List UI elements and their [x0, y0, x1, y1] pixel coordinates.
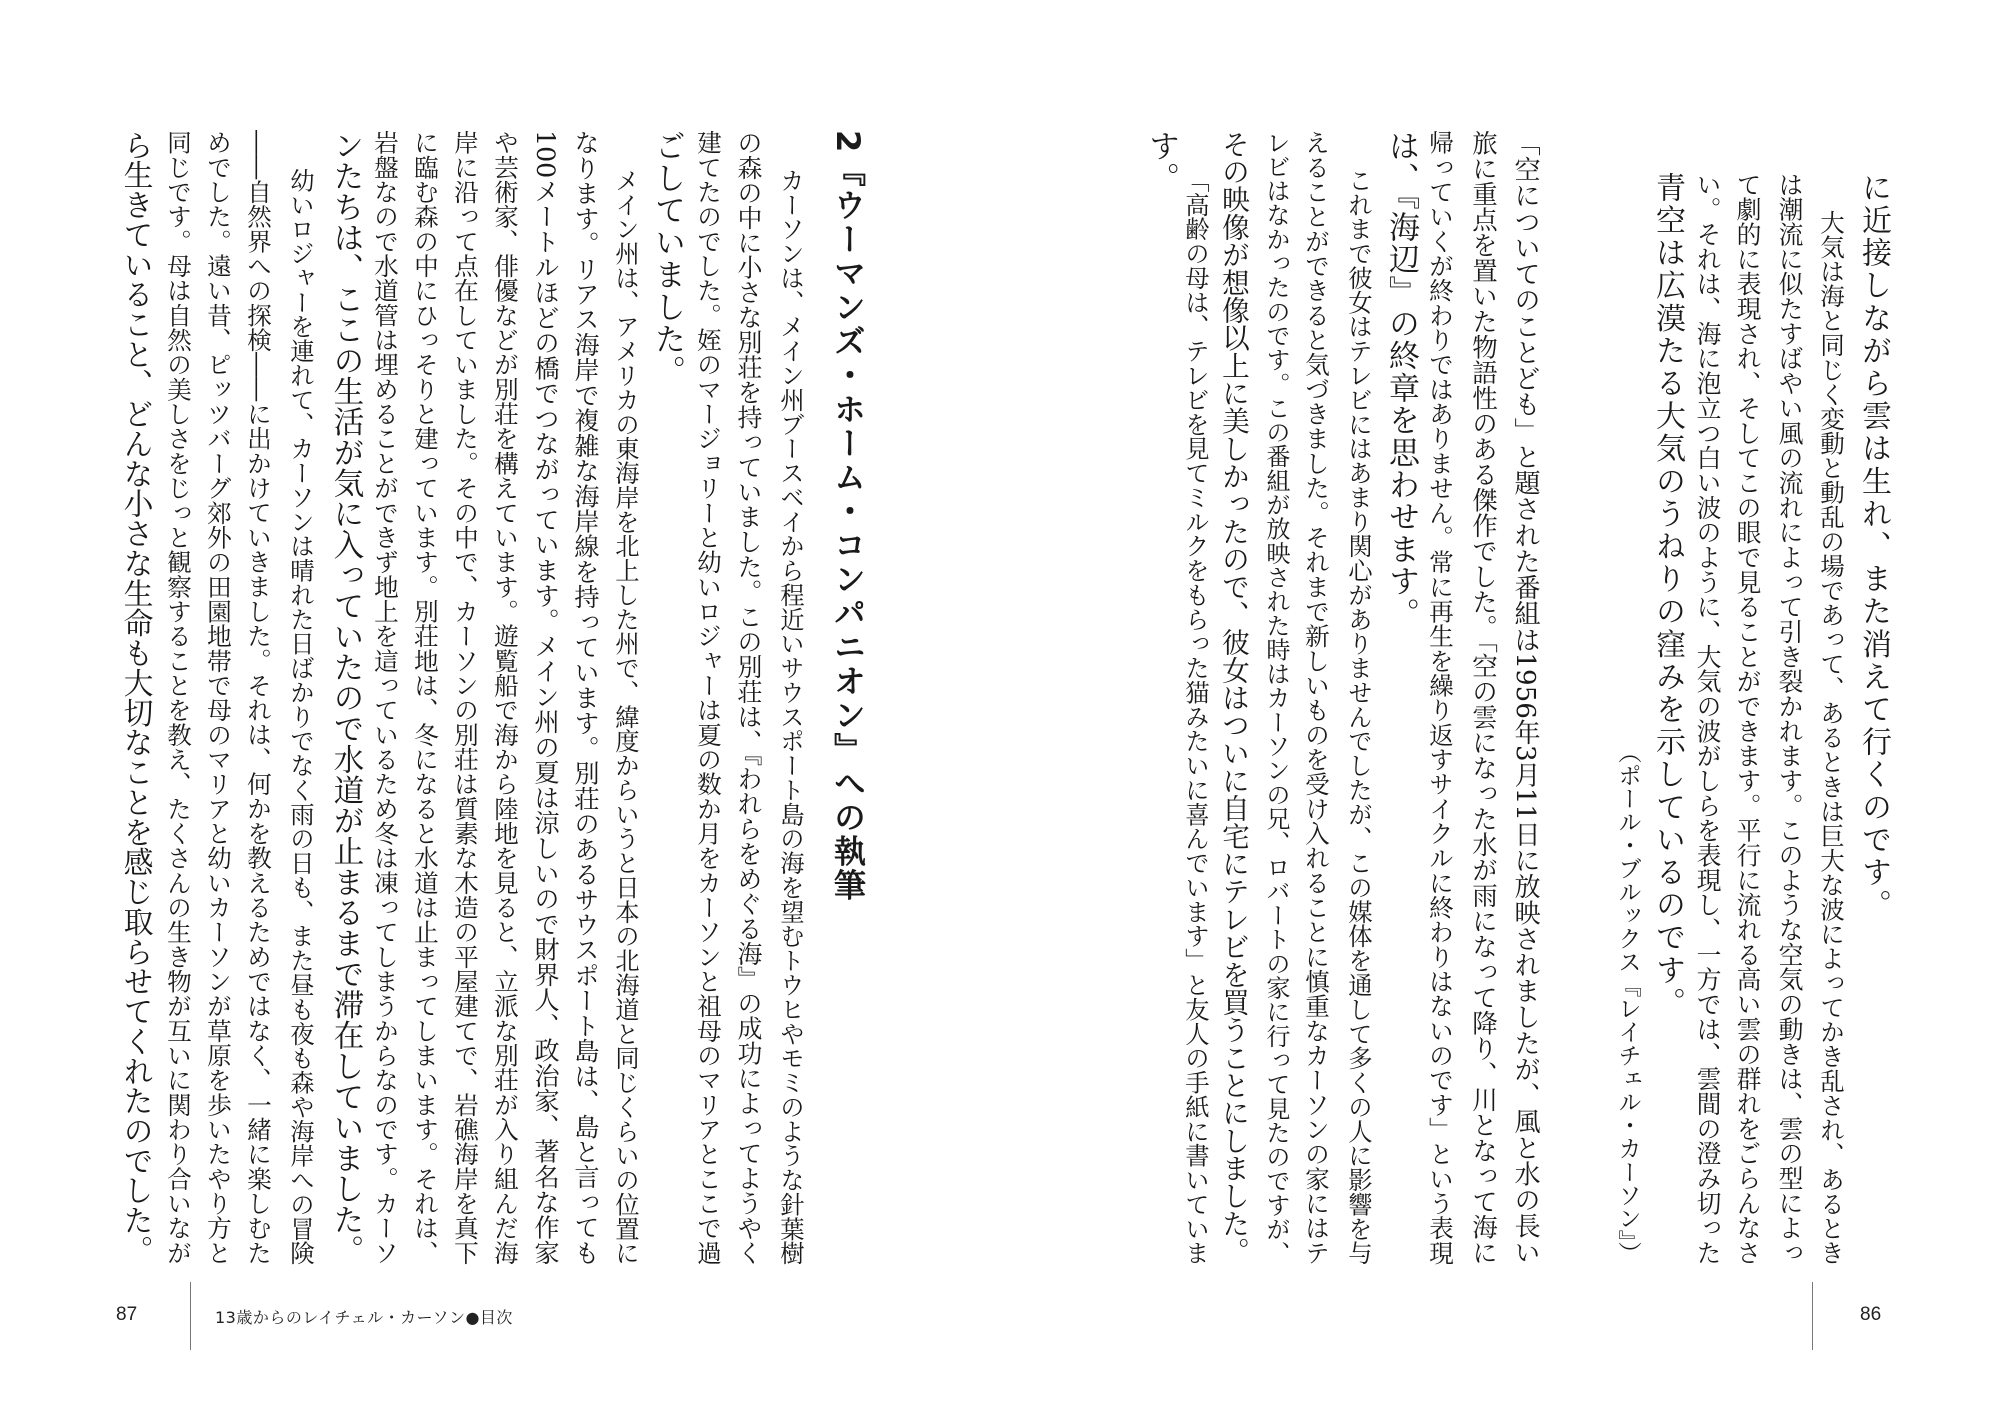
body-line: 幼いロジャーを連れて、カーソンは晴れた日ばかりでなく雨の日も、また昼も夜も森や海岸への冒険: [286, 168, 315, 1266]
quote-line: 青空は広漠たる大気のうねりの窪みを示しているのです。: [1650, 172, 1685, 1020]
quote-line: は潮流に似たすばやい風の流れによって引き裂かれます。このような空気の動きは、雲の型によっ: [1775, 172, 1804, 1265]
body-line: なります。リアス海岸で複雑な海岸線を持っています。別荘のあるサウスポート島は、島と言っても: [571, 130, 600, 1265]
body-line: 建てたのでした。姪のマージョリーと幼いロジャーは夏の数か月をカーソンと祖母のマリアとここで過: [694, 130, 723, 1265]
body-line: の森の中に小さな別荘を持っていました。この別荘は、『われらをめぐる海』の成功によってようやく: [734, 130, 763, 1266]
body-line: は、『海辺』の終章を思わせます。: [1383, 130, 1419, 630]
body-line: 岩盤なので水道管は埋めることができず地上を這っているため冬は凍ってしまうからなのです。カーソ: [371, 130, 400, 1265]
body-line: レビはなかったのです。この番組が放映された時はカーソンの兄、ロバートの家に行って見たのですが、: [1262, 130, 1290, 1266]
body-line: ごしていました。: [649, 130, 685, 388]
footer-rule: [190, 1282, 191, 1350]
page-number: 87: [116, 1304, 138, 1325]
body-line: す。: [1143, 130, 1179, 195]
quote-attribution: （ポール・ブルックス『レイチェル・カーソン』）: [1614, 740, 1642, 1265]
body-line: えることができると気づきました。それまで新しいものを受け入れることに慎重なカーソンの家にはテ: [1302, 130, 1331, 1265]
body-line: ――自然界への探検――に出かけていきました。それは、何かを教えるためではなく、一緒に楽しむた: [244, 130, 273, 1265]
running-title: 13歳からのレイチェル・カーソン●目次: [215, 1308, 513, 1327]
body-line: 100メートルほどの橋でつながっています。メイン州の夏は涼しいので財界人、政治家、著名な作家: [531, 130, 560, 1265]
body-line: めでした。遠い昔、ピッツバーグ郊外の田園地帯で母のマリアと幼いカーソンが草原を歩いたやり方と: [204, 130, 233, 1265]
section-heading: 2『ウーマンズ・ホーム・コンパニオン』への執筆: [829, 130, 867, 903]
body-line: その映像が想像以上に美しかったので、彼女はついに自宅にテレビを買うことにしました。: [1217, 130, 1250, 1265]
quote-line: 大気は海と同じく変動と動乱の場であって、あるときは巨大な波によってかき乱され、あるとき: [1817, 210, 1846, 1265]
body-line: 「空についてのことども」と題された番組は1956年3月11日に放映されましたが、風と水の長い: [1510, 130, 1540, 1265]
footer-rule: [1812, 1282, 1813, 1350]
body-line: 岸に沿って点在していました。その中で、カーソンの別荘は質素な木造の平屋建てで、岩礁海岸を真下: [451, 130, 480, 1265]
body-line: ンたちは、ここの生活が気に入っていたので水道が止まるまで滞在していました。: [328, 130, 363, 1266]
quote-line: に近接しながら雲は生れ、また消えて行くのです。: [1856, 172, 1891, 922]
body-line: これまで彼女はテレビにはあまり関心がありませんでしたが、この媒体を通して多くの人に影響を与: [1344, 168, 1373, 1266]
body-line: や芸術家、俳優などが別荘を構えています。遊覧船で海から陸地を見ると、立派な別荘が入り組んだ海: [491, 130, 520, 1265]
page-number: 86: [1860, 1304, 1882, 1325]
quote-line: て劇的に表現され、そしてこの眼で見ることができます。平行に流れる高い雲の群れをごらんなさ: [1733, 172, 1762, 1265]
body-line: 同じです。母は自然の美しさをじっと観察することを教え、たくさんの生き物が互いに関わり合いなが: [164, 130, 193, 1265]
body-line: ら生きていること、どんな小さな生命も大切なことを感じ取らせてくれたのでした。: [118, 130, 153, 1266]
body-line: 「高齢の母は、テレビを見てミルクをもらった猫みたいに喜んでいます」と友人の手紙に書いていま: [1181, 168, 1210, 1266]
quote-line: い。それは、海に泡立つ白い波のように、大気の波がしらを表現し、一方では、雲間の澄み切った: [1693, 172, 1722, 1265]
body-line: 帰っていくが終わりではありません。常に再生を繰り返すサイクルに終わりはないのです」という表現: [1426, 130, 1455, 1265]
body-line: に臨む森の中にひっそりと建っています。別荘地は、冬になると水道は止まってしまいます。それは、: [411, 130, 440, 1265]
body-line: 旅に重点を置いた物語性のある傑作でした。「空の雲になった水が雨になって降り、川となって海に: [1468, 130, 1498, 1266]
body-line: カーソンは、メイン州ブースベイから程近いサウスポート島の海を望むトウヒやモミのような針葉樹: [776, 168, 805, 1266]
body-line: メイン州は、アメリカの東海岸を北上した州で、緯度からいうと日本の北海道と同じくらいの位置に: [611, 168, 640, 1266]
